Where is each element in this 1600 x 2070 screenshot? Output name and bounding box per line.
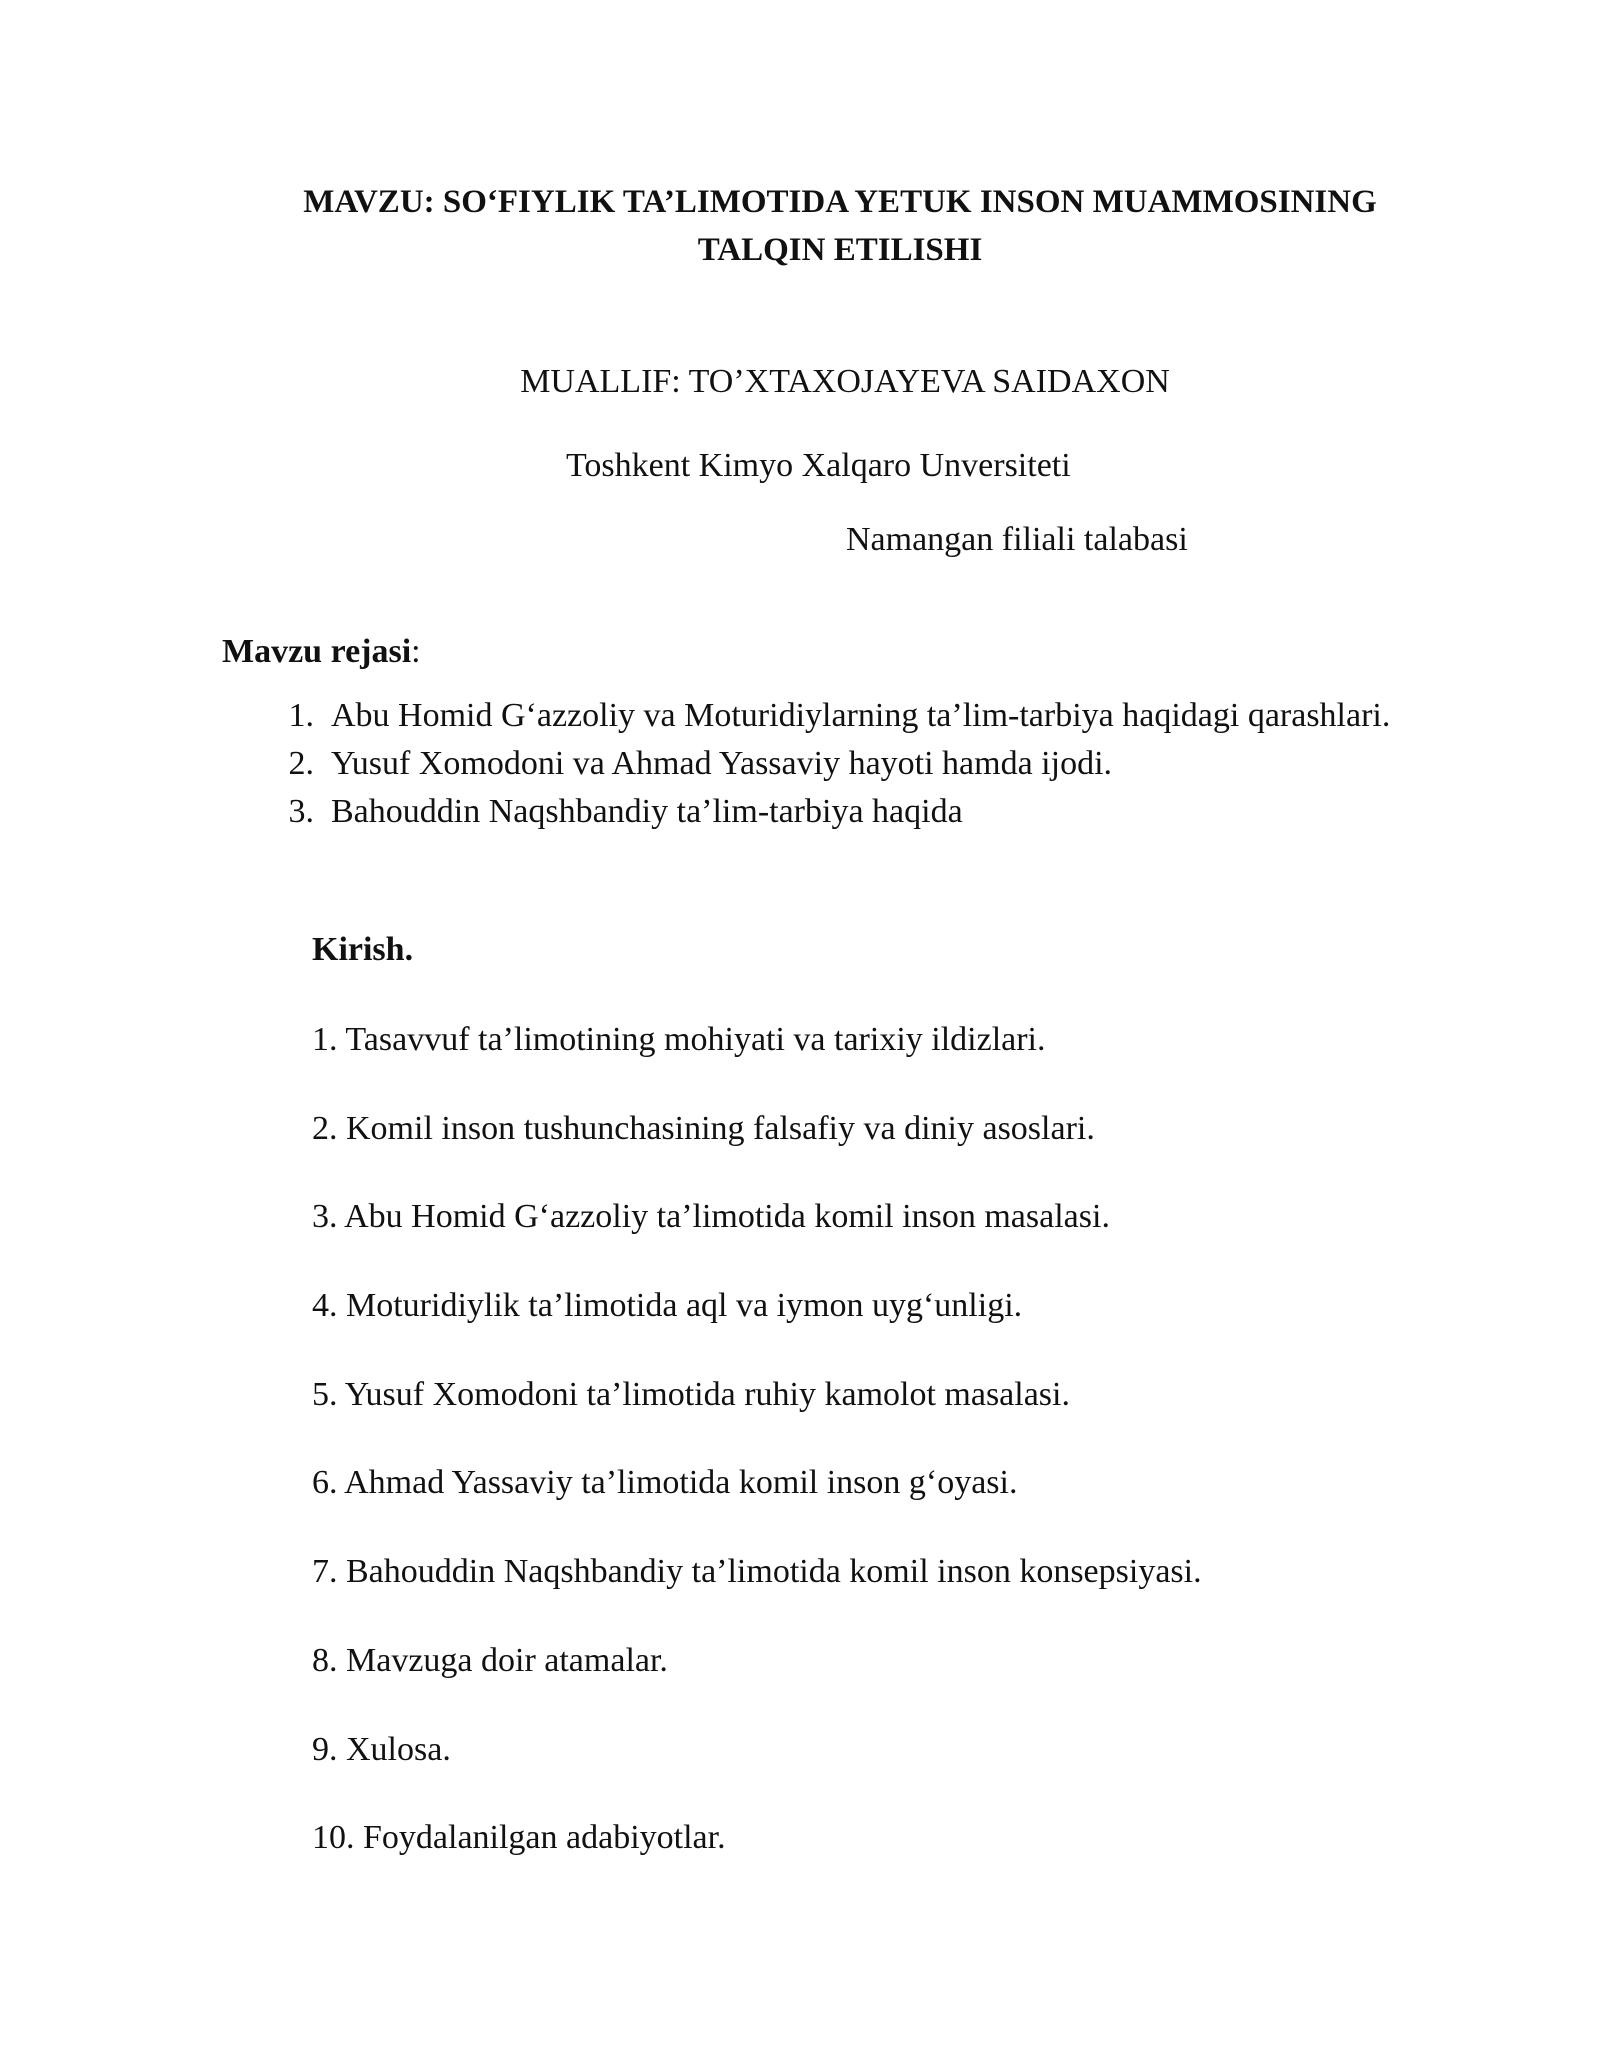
contents-item: 5. Yusuf Xomodoni ta’limotida ruhiy kamolot masalasi. xyxy=(312,1375,1070,1413)
plan-item xyxy=(222,740,1390,788)
title-line-2: TALQIN ETILISHI xyxy=(697,232,983,268)
author-line: MUALLIF: TO’XTAXOJAYEVA SAIDAXON xyxy=(520,363,1170,400)
contents-item: 1. Tasavvuf ta’limotining mohiyati va tarixiy ildizlari. xyxy=(312,1021,1046,1058)
plan-list xyxy=(222,692,1390,836)
plan-heading-colon: : xyxy=(411,633,421,670)
contents-item: 9. Xulosa. xyxy=(312,1730,451,1768)
contents-item: 3. Abu Homid G‘azzoliy ta’limotida komil inson masalasi. xyxy=(312,1198,1110,1236)
branch-line: Namangan filiali talabasi xyxy=(846,521,1188,558)
plan-item xyxy=(222,692,1390,740)
plan-item-number: 2. xyxy=(288,745,314,782)
plan-item-text: Abu Homid G‘azzoliy va Moturidiylarning ta’lim-tarbiya haqidagi qarashlari. xyxy=(331,697,1391,734)
university-line: Toshkent Kimyo Xalqaro Unversiteti xyxy=(566,447,1071,484)
plan-item-number: 3. xyxy=(288,793,314,830)
plan-item-number: 1. xyxy=(288,697,314,734)
title-line-1: MAVZU: SO‘FIYLIK TA’LIMOTIDA YETUK INSON MUAMMOSINING xyxy=(303,184,1377,220)
plan-heading-label: Mavzu rejasi xyxy=(222,633,412,670)
contents-item: 10. Foydalanilgan adabiyotlar. xyxy=(312,1819,726,1857)
contents-item: 8. Mavzuga doir atamalar. xyxy=(312,1641,668,1679)
plan-item xyxy=(222,788,1390,836)
document-title xyxy=(220,178,1460,274)
plan-heading xyxy=(222,630,421,674)
contents-item: 2. Komil inson tushunchasining falsafiy va diniy asoslari. xyxy=(312,1109,1095,1147)
contents-item: 4. Moturidiylik ta’limotida aql va iymon uyg‘unligi. xyxy=(312,1287,1023,1325)
intro-heading: Kirish. xyxy=(312,931,414,968)
plan-item-text: Bahouddin Naqshbandiy ta’lim-tarbiya haqida xyxy=(331,793,963,830)
plan-item-text: Yusuf Xomodoni va Ahmad Yassaviy hayoti hamda ijodi. xyxy=(331,745,1113,782)
contents-list xyxy=(312,1018,1202,1905)
contents-item: 6. Ahmad Yassaviy ta’limotida komil inson g‘oyasi. xyxy=(312,1464,1018,1502)
contents-item: 7. Bahouddin Naqshbandiy ta’limotida komil inson konsepsiyasi. xyxy=(312,1553,1202,1591)
